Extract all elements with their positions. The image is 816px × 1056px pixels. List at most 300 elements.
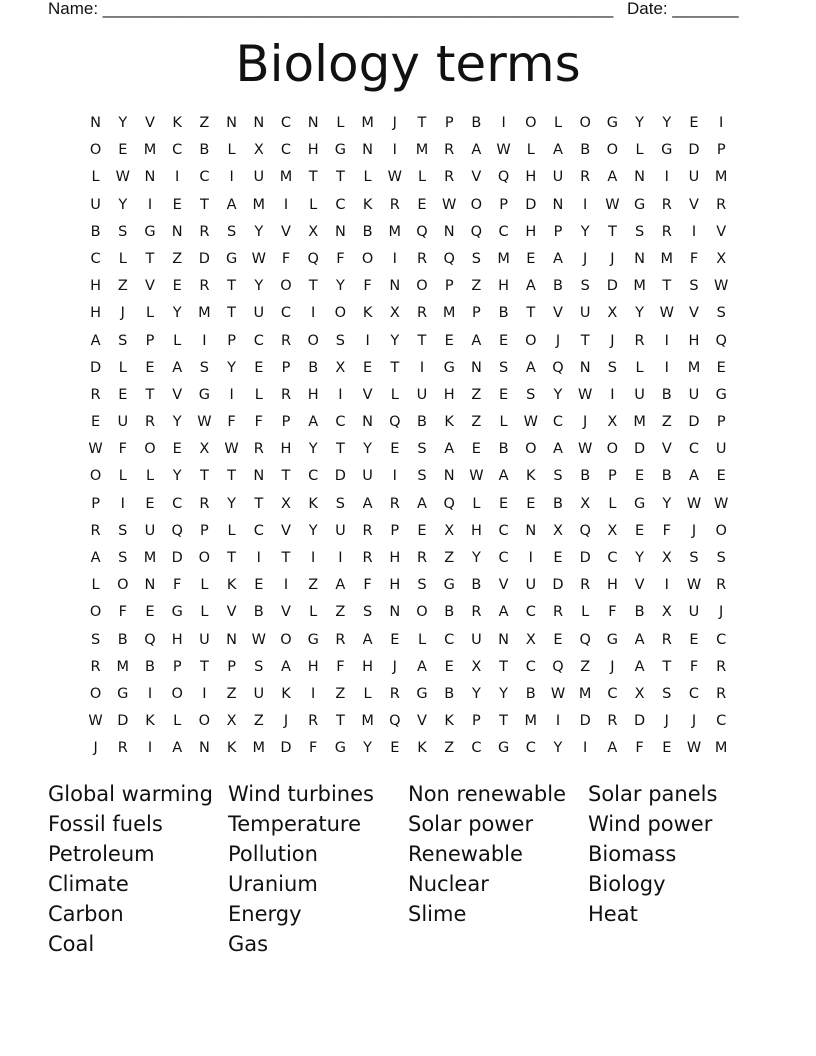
grid-letter: E	[499, 495, 509, 512]
grid-letter: G	[334, 740, 347, 757]
grid-letter: H	[280, 441, 292, 458]
grid-letter: I	[392, 142, 397, 159]
grid-letter: O	[416, 278, 428, 295]
grid-letter: V	[471, 169, 482, 186]
grid-letter: M	[252, 740, 266, 757]
grid-letter: G	[171, 604, 183, 621]
grid-letter: T	[254, 495, 264, 512]
grid-letter: O	[470, 196, 483, 213]
grid-letter: Z	[444, 550, 455, 566]
grid-letter: M	[714, 169, 728, 186]
name-field-label: Name: ______________________________________________________	[48, 0, 614, 18]
grid-letter: S	[90, 631, 101, 648]
grid-letter: W	[251, 631, 266, 648]
grid-letter: W	[224, 441, 239, 458]
grid-letter: A	[498, 604, 509, 621]
grid-letter: I	[229, 169, 234, 186]
grid-letter: Y	[335, 278, 345, 295]
grid-letter: I	[338, 550, 343, 566]
grid-letter: F	[608, 604, 617, 621]
word-list-item: Biology	[588, 872, 666, 896]
grid-letter: T	[662, 278, 672, 295]
grid-letter: B	[634, 604, 645, 621]
grid-letter: C	[498, 522, 509, 539]
word-list-item: Wind turbines	[228, 782, 374, 806]
grid-letter: F	[363, 577, 372, 594]
grid-letter: Q	[389, 713, 401, 730]
grid-letter: V	[553, 305, 563, 322]
grid-letter: Y	[227, 359, 237, 376]
grid-letter: E	[499, 386, 509, 403]
grid-letter: R	[416, 250, 428, 267]
grid-letter: U	[90, 196, 101, 213]
grid-letter: D	[552, 577, 564, 594]
grid-letter: T	[308, 278, 318, 295]
grid-letter: V	[689, 305, 699, 322]
grid-letter: D	[634, 713, 646, 730]
grid-letter: H	[90, 305, 102, 322]
grid-letter: T	[390, 359, 400, 376]
grid-letter: W	[686, 740, 702, 757]
grid-letter: A	[308, 414, 319, 431]
grid-letter: O	[525, 441, 537, 458]
grid-letter: E	[390, 740, 400, 757]
grid-letter: T	[199, 196, 209, 213]
word-list-item: Petroleum	[48, 842, 155, 866]
grid-letter: Z	[253, 713, 264, 730]
grid-letter: N	[634, 250, 646, 267]
grid-letter: C	[253, 332, 264, 349]
grid-letter: I	[311, 550, 316, 566]
grid-letter: N	[198, 740, 210, 757]
grid-letter: E	[526, 250, 536, 267]
grid-letter: A	[417, 495, 427, 512]
grid-letter: B	[661, 468, 672, 485]
grid-letter: K	[308, 495, 318, 512]
grid-letter: T	[145, 250, 155, 267]
grid-letter: A	[553, 142, 563, 159]
grid-letter: J	[120, 305, 125, 322]
grid-letter: L	[526, 142, 535, 159]
grid-letter: N	[307, 115, 319, 131]
grid-letter: E	[635, 522, 645, 539]
grid-letter: U	[552, 169, 564, 186]
grid-letter: B	[117, 631, 128, 648]
grid-letter: J	[583, 414, 588, 431]
grid-letter: V	[661, 441, 672, 458]
grid-letter: J	[664, 713, 669, 730]
grid-letter: I	[338, 386, 343, 403]
grid-letter: I	[419, 359, 425, 376]
grid-letter: C	[552, 414, 564, 431]
grid-letter: R	[580, 169, 591, 186]
grid-letter: L	[417, 169, 427, 186]
grid-letter: M	[143, 142, 157, 159]
grid-letter: N	[634, 169, 646, 186]
grid-letter: R	[634, 332, 645, 349]
grid-letter: I	[147, 685, 153, 702]
grid-letter: T	[227, 550, 237, 566]
grid-letter: Q	[552, 658, 564, 675]
grid-letter: B	[145, 658, 155, 675]
grid-letter: J	[392, 115, 397, 131]
grid-letter: L	[254, 386, 263, 403]
grid-letter: Y	[635, 115, 645, 131]
grid-letter: B	[90, 223, 101, 240]
grid-letter: K	[281, 685, 291, 702]
word-list-item: Global warming	[48, 782, 213, 806]
grid-letter: C	[688, 685, 700, 702]
grid-letter: M	[116, 658, 130, 675]
word-list-item: Solar panels	[588, 782, 718, 806]
grid-letter: T	[580, 332, 590, 349]
grid-letter: R	[444, 142, 455, 159]
grid-letter: A	[281, 658, 291, 675]
grid-letter: G	[225, 250, 238, 267]
grid-letter: I	[664, 332, 669, 349]
grid-letter: I	[202, 332, 207, 349]
grid-letter: L	[91, 169, 100, 186]
grid-letter: B	[498, 441, 509, 458]
grid-letter: T	[308, 169, 318, 186]
grid-letter: A	[525, 278, 536, 295]
grid-letter: M	[361, 115, 374, 131]
grid-letter: K	[417, 740, 427, 757]
grid-letter: S	[335, 495, 345, 512]
grid-letter: S	[634, 223, 645, 240]
grid-letter: A	[444, 441, 455, 458]
grid-letter: C	[607, 550, 618, 566]
grid-letter: S	[689, 278, 699, 295]
grid-letter: P	[444, 115, 454, 131]
grid-letter: T	[227, 468, 237, 485]
grid-letter: B	[553, 495, 563, 512]
grid-letter: X	[444, 522, 455, 539]
grid-letter: G	[416, 685, 428, 702]
grid-letter: R	[416, 550, 428, 566]
grid-letter: E	[172, 441, 182, 458]
grid-letter: H	[389, 550, 401, 566]
grid-letter: A	[498, 468, 509, 485]
grid-letter: D	[117, 713, 129, 730]
grid-letter: E	[145, 604, 155, 621]
grid-letter: Y	[499, 685, 509, 702]
grid-letter: X	[335, 359, 346, 376]
grid-letter: C	[525, 658, 536, 675]
word-list-item: Heat	[588, 902, 638, 926]
grid-letter: L	[363, 169, 372, 186]
grid-letter: C	[308, 468, 319, 485]
grid-letter: P	[227, 658, 236, 675]
grid-letter: Y	[363, 441, 373, 458]
grid-letter: X	[580, 495, 591, 512]
grid-letter: Q	[144, 631, 156, 648]
grid-letter: K	[362, 305, 373, 322]
grid-letter: O	[198, 713, 211, 730]
grid-letter: B	[580, 468, 591, 485]
grid-letter: T	[335, 169, 345, 186]
grid-letter: H	[688, 332, 700, 349]
grid-letter: H	[525, 169, 537, 186]
grid-letter: S	[689, 550, 699, 566]
grid-letter: C	[471, 740, 482, 757]
grid-letter: C	[716, 713, 727, 730]
grid-letter: H	[90, 278, 102, 295]
grid-letter: I	[719, 115, 724, 131]
grid-letter: C	[607, 685, 618, 702]
grid-letter: D	[171, 550, 183, 566]
grid-letter: P	[553, 223, 563, 240]
grid-letter: X	[199, 441, 210, 458]
grid-letter: S	[607, 359, 617, 376]
grid-letter: C	[280, 305, 292, 322]
grid-letter: R	[716, 685, 727, 702]
grid-letter: G	[633, 196, 646, 213]
grid-letter: E	[444, 332, 454, 349]
grid-letter: P	[716, 142, 726, 159]
grid-letter: P	[472, 305, 481, 322]
grid-letter: U	[253, 169, 265, 186]
grid-letter: N	[443, 223, 455, 240]
grid-letter: J	[610, 332, 615, 349]
grid-letter: L	[417, 631, 427, 648]
grid-letter: G	[606, 631, 619, 648]
grid-letter: A	[90, 332, 101, 349]
word-list-item: Slime	[408, 902, 467, 926]
grid-letter: W	[115, 169, 130, 186]
grid-letter: S	[118, 522, 128, 539]
grid-letter: G	[633, 495, 646, 512]
grid-letter: S	[498, 359, 509, 376]
grid-letter: D	[634, 441, 646, 458]
grid-letter: S	[716, 305, 726, 322]
grid-letter: O	[606, 142, 619, 159]
grid-letter: L	[309, 196, 318, 213]
grid-letter: N	[253, 468, 265, 485]
grid-letter: O	[144, 441, 156, 458]
grid-letter: L	[336, 115, 345, 131]
grid-letter: I	[664, 577, 669, 594]
grid-letter: E	[390, 631, 400, 648]
grid-letter: E	[444, 658, 454, 675]
grid-letter: J	[583, 250, 588, 267]
grid-letter: A	[607, 740, 618, 757]
grid-letter: O	[361, 250, 374, 267]
grid-letter: V	[634, 577, 645, 594]
grid-letter: F	[118, 441, 127, 458]
word-list-item: Fossil fuels	[48, 812, 163, 836]
grid-letter: U	[525, 577, 537, 594]
grid-letter: D	[688, 414, 700, 431]
grid-letter: U	[416, 386, 428, 403]
grid-letter: Y	[172, 468, 182, 485]
grid-letter: Y	[471, 685, 481, 702]
grid-letter: S	[118, 223, 128, 240]
grid-letter: B	[498, 305, 509, 322]
grid-letter: R	[90, 522, 101, 539]
grid-letter: N	[389, 604, 401, 621]
grid-letter: T	[499, 713, 509, 730]
grid-letter: E	[689, 115, 699, 131]
grid-letter: L	[635, 142, 644, 159]
grid-letter: U	[688, 386, 700, 403]
grid-letter: M	[415, 142, 429, 159]
grid-letter: W	[578, 386, 593, 403]
grid-letter: V	[689, 196, 699, 213]
grid-letter: R	[389, 196, 400, 213]
grid-letter: D	[525, 196, 537, 213]
grid-letter: L	[227, 522, 236, 539]
grid-letter: W	[496, 142, 511, 159]
grid-letter: W	[251, 250, 266, 267]
word-list-item: Energy	[228, 902, 302, 926]
grid-letter: E	[553, 550, 563, 566]
grid-letter: H	[307, 658, 319, 675]
grid-letter: A	[525, 359, 536, 376]
grid-letter: J	[555, 332, 561, 349]
grid-letter: G	[661, 142, 673, 159]
grid-letter: C	[172, 495, 183, 512]
grid-letter: H	[362, 658, 374, 675]
grid-letter: Q	[443, 250, 455, 267]
grid-letter: A	[335, 577, 346, 594]
grid-letter: F	[254, 414, 263, 431]
grid-letter: T	[227, 305, 237, 322]
grid-letter: I	[120, 495, 125, 512]
grid-letter: E	[172, 196, 182, 213]
grid-letter: T	[499, 658, 509, 675]
grid-letter: M	[660, 250, 674, 267]
grid-letter: V	[172, 386, 183, 403]
grid-letter: I	[283, 577, 289, 594]
grid-letter: F	[227, 414, 236, 431]
grid-letter: Y	[363, 740, 373, 757]
grid-letter: D	[606, 278, 618, 295]
grid-letter: E	[145, 495, 155, 512]
grid-letter: I	[528, 550, 533, 566]
grid-letter: L	[118, 468, 127, 485]
grid-letter: C	[335, 414, 346, 431]
grid-letter: O	[525, 115, 537, 131]
grid-letter: G	[443, 359, 455, 376]
grid-letter: D	[90, 359, 102, 376]
grid-letter: I	[229, 386, 234, 403]
grid-letter: U	[688, 169, 700, 186]
grid-letter: E	[118, 386, 128, 403]
grid-letter: X	[634, 685, 645, 702]
grid-letter: K	[362, 196, 373, 213]
grid-letter: V	[226, 604, 237, 621]
grid-letter: Y	[254, 223, 264, 240]
grid-letter: R	[607, 713, 618, 730]
grid-letter: X	[661, 550, 672, 566]
grid-letter: M	[497, 250, 510, 267]
grid-letter: B	[553, 278, 563, 295]
grid-letter: I	[501, 115, 506, 131]
grid-letter: A	[172, 359, 183, 376]
grid-letter: R	[661, 631, 672, 648]
grid-letter: A	[689, 468, 699, 485]
grid-letter: L	[581, 604, 590, 621]
grid-letter: Q	[579, 522, 591, 539]
grid-letter: Y	[635, 305, 645, 322]
grid-letter: L	[390, 386, 399, 403]
grid-letter: Z	[471, 386, 482, 403]
grid-letter: F	[173, 577, 182, 594]
grid-letter: O	[117, 577, 129, 594]
grid-letter: F	[689, 658, 699, 675]
grid-letter: S	[335, 332, 345, 349]
grid-letter: P	[390, 522, 400, 539]
grid-letter: O	[416, 604, 428, 621]
grid-letter: L	[91, 577, 100, 594]
grid-letter: M	[198, 305, 211, 322]
grid-letter: G	[144, 223, 156, 240]
grid-letter: U	[715, 441, 727, 458]
grid-letter: G	[307, 631, 319, 648]
grid-letter: I	[583, 740, 588, 757]
grid-letter: R	[444, 169, 455, 186]
grid-letter: V	[145, 278, 155, 295]
grid-letter: P	[281, 359, 291, 376]
grid-letter: F	[309, 740, 318, 757]
grid-letter: P	[444, 278, 454, 295]
grid-letter: A	[362, 631, 373, 648]
grid-letter: S	[118, 332, 128, 349]
grid-letter: Z	[471, 414, 482, 431]
grid-letter: P	[716, 414, 726, 431]
grid-letter: A	[471, 332, 482, 349]
grid-letter: R	[362, 550, 373, 566]
grid-letter: V	[716, 223, 727, 240]
grid-letter: R	[661, 223, 672, 240]
grid-letter: Y	[662, 115, 672, 131]
page-title: Biology terms	[235, 35, 581, 93]
grid-letter: H	[443, 386, 455, 403]
grid-letter: O	[307, 332, 319, 349]
grid-letter: L	[145, 305, 155, 322]
grid-letter: E	[172, 278, 182, 295]
grid-letter: U	[144, 522, 156, 539]
grid-letter: S	[716, 550, 726, 566]
grid-letter: G	[715, 386, 727, 403]
grid-letter: E	[662, 740, 672, 757]
grid-letter: U	[471, 631, 482, 648]
grid-letter: N	[552, 196, 564, 213]
grid-letter: C	[90, 250, 101, 267]
grid-letter: T	[607, 223, 617, 240]
grid-letter: V	[281, 223, 291, 240]
grid-letter: R	[280, 386, 292, 403]
grid-letter: I	[311, 305, 316, 322]
grid-letter: R	[144, 414, 156, 431]
grid-letter: L	[173, 713, 182, 730]
grid-letter: G	[443, 577, 455, 594]
grid-letter: J	[691, 713, 697, 730]
grid-letter: Q	[416, 223, 428, 240]
grid-letter: N	[226, 115, 238, 131]
grid-letter: G	[334, 142, 347, 159]
grid-letter: Y	[308, 522, 318, 539]
grid-letter: X	[607, 522, 618, 539]
grid-letter: Y	[580, 223, 590, 240]
grid-letter: O	[280, 631, 292, 648]
grid-letter: X	[253, 142, 264, 159]
grid-letter: R	[199, 495, 210, 512]
grid-letter: S	[254, 658, 264, 675]
grid-letter: R	[471, 604, 482, 621]
grid-letter: O	[198, 550, 211, 566]
